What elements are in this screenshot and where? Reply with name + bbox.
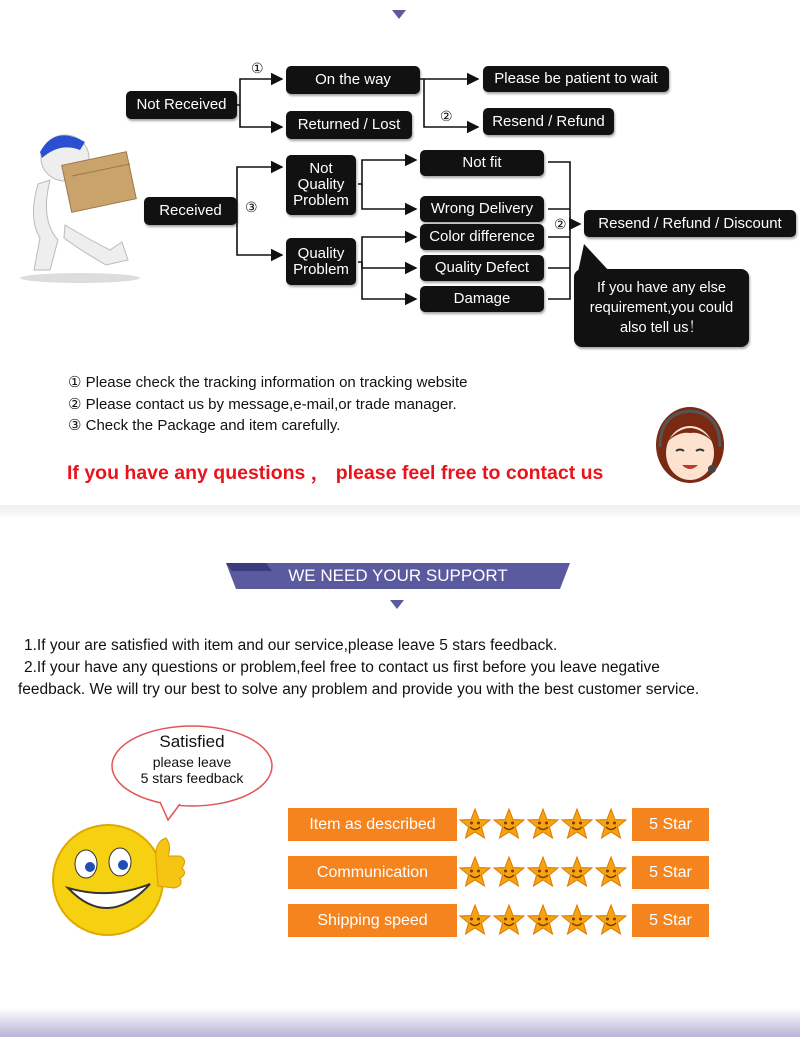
star-icon — [594, 807, 628, 841]
note-3: ③ Check the Package and item carefully. — [68, 417, 341, 434]
satisfied-title: Satisfied — [159, 732, 225, 751]
step-mark-1: ① — [251, 60, 264, 76]
received-box: Received — [144, 197, 237, 225]
be-patient-box: Please be patient to wait — [483, 66, 669, 92]
on-the-way-box: On the way — [286, 66, 420, 94]
not-fit-box: Not fit — [420, 150, 544, 176]
star-icon — [560, 855, 594, 889]
quality-defect-box: Quality Defect — [420, 255, 544, 281]
not-quality-problem-box — [286, 155, 356, 215]
qp-line1: Quality — [297, 244, 345, 262]
rating-value: 5 Star — [632, 904, 709, 937]
step-mark-2b: ② — [554, 216, 567, 232]
rating-label: Communication — [288, 856, 457, 889]
star-icon — [594, 855, 628, 889]
support-line-1: 1.If your are satisfied with item and our service,please leave 5 stars feedback. — [24, 637, 558, 654]
star-icon — [492, 807, 526, 841]
star-icon — [560, 903, 594, 937]
else-line2: requirement,you could — [589, 299, 734, 316]
contact-line: If you have any questions ， please feel free to contact us — [67, 462, 604, 484]
customer-service-avatar — [652, 403, 732, 487]
support-banner: WE NEED YOUR SUPPORT — [288, 566, 508, 585]
star-icon — [458, 903, 492, 937]
wrong-delivery-box: Wrong Delivery — [420, 196, 544, 222]
star-icon — [560, 807, 594, 841]
nqp-line1: Not — [309, 160, 333, 178]
resend-refund-discount-box: Resend / Refund / Discount — [584, 210, 796, 237]
resend-refund-box: Resend / Refund — [483, 108, 614, 135]
note-1: ① Please check the tracking information on tracking website — [68, 374, 468, 391]
nqp-line3: Problem — [293, 191, 349, 209]
rating-label: Shipping speed — [288, 904, 457, 937]
step-mark-2: ② — [440, 108, 453, 124]
note-2: ② Please contact us by message,e-mail,or trade manager. — [68, 396, 457, 413]
quality-problem-box — [286, 238, 356, 285]
section-divider — [0, 505, 800, 517]
step-mark-3: ③ — [245, 199, 258, 215]
star-icon — [492, 903, 526, 937]
star-icon — [458, 855, 492, 889]
star-icon — [492, 855, 526, 889]
damage-box: Damage — [420, 286, 544, 312]
else-line3: also tell us！ — [619, 320, 703, 337]
color-difference-box: Color difference — [420, 224, 544, 250]
satisfied-line-1: please leave — [152, 754, 232, 770]
star-icon — [526, 855, 560, 889]
bottom-band — [0, 1008, 800, 1037]
nqp-line2: Quality — [297, 176, 345, 194]
chevron-down-icon — [390, 600, 404, 610]
rating-value: 5 Star — [632, 856, 709, 889]
returned-lost-box: Returned / Lost — [286, 111, 412, 139]
star-icon — [526, 903, 560, 937]
support-line-3: feedback. We will try our best to solve any problem and provide you with the best customer service. — [18, 681, 700, 698]
else-line1: If you have any else — [597, 279, 726, 296]
support-line-2: 2.If your have any questions or problem,feel free to contact us first before you leave negative — [24, 659, 660, 676]
rating-value: 5 Star — [632, 808, 709, 841]
star-icon — [526, 807, 560, 841]
star-icon — [458, 807, 492, 841]
qp-line2: Problem — [293, 260, 349, 278]
delivery-man-illustration — [10, 120, 150, 285]
not-received-box: Not Received — [126, 91, 237, 119]
satisfied-line-2: 5 stars feedback — [140, 770, 244, 786]
else-requirement-bubble — [574, 269, 749, 347]
star-icon — [594, 903, 628, 937]
rating-label: Item as described — [288, 808, 457, 841]
smiley-thumbs-up-icon — [50, 822, 200, 937]
